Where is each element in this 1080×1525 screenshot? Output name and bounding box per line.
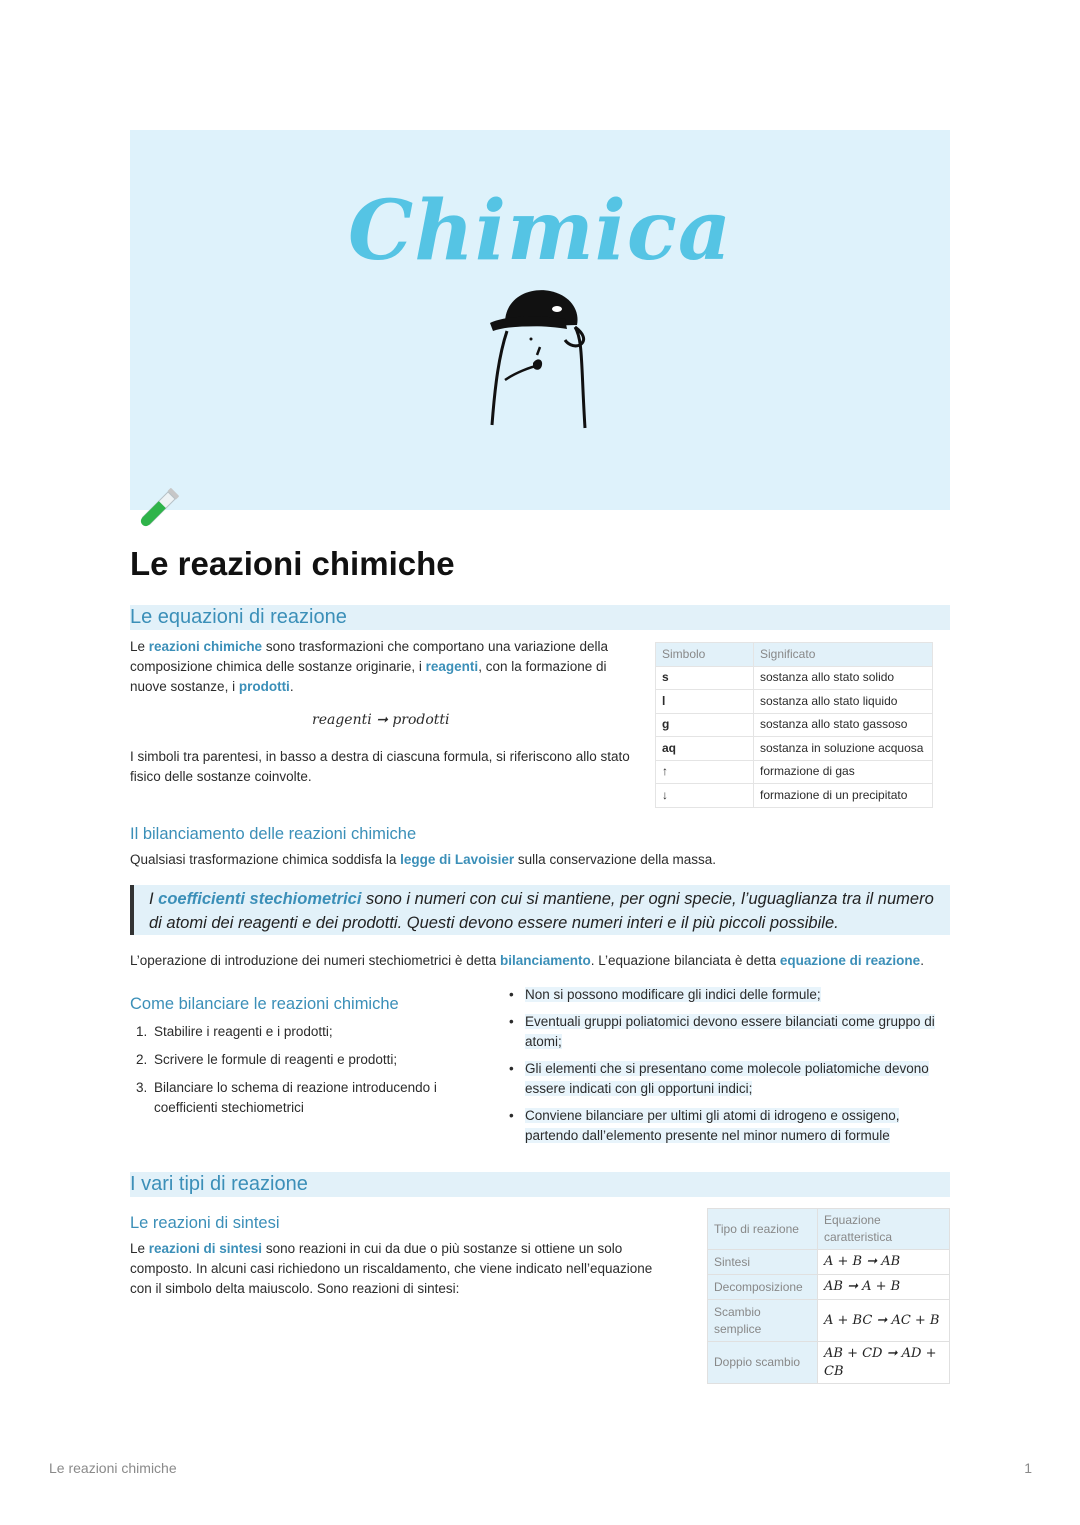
meaning-cell: sostanza allo stato solido — [754, 666, 933, 690]
list-item: 2. Scrivere le formule di reagenti e prodotti; — [136, 1050, 456, 1070]
text-segment: . — [920, 953, 924, 968]
equation-cell: AB + CD ➞ AD + CB — [818, 1342, 950, 1384]
list-item: • Conviene bilanciare per ultimi gli atomi di idrogeno e ossigeno, partendo dall’elemento presente nel minor numero di formule — [508, 1106, 953, 1146]
list-item: 1. Stabilire i reagenti e i prodotti; — [136, 1022, 456, 1042]
page-title: Le reazioni chimiche — [130, 545, 455, 582]
table-header: Equazione caratteristica — [818, 1209, 950, 1250]
highlighted-term: prodotti — [238, 679, 290, 694]
test-tube-icon — [132, 486, 180, 536]
meaning-cell: sostanza in soluzione acquosa — [754, 737, 933, 761]
intro-paragraph — [130, 637, 630, 697]
highlighted-term: equazione di reazione — [779, 953, 921, 968]
text-segment: . L’equazione bilanciata è detta — [590, 953, 780, 968]
section-heading-tipi: I vari tipi di reazione — [130, 1172, 950, 1197]
equation-cell: A + BC ➞ AC + B — [818, 1300, 950, 1342]
synthesis-paragraph — [130, 1239, 675, 1299]
highlighted-term: coefficienti stechiometrici — [158, 890, 362, 908]
list-item: • Eventuali gruppi poliatomici devono essere bilanciati come gruppo di atomi; — [508, 1012, 953, 1052]
symbol-cell: ↓ — [656, 784, 754, 808]
symbol-cell: s — [656, 666, 754, 690]
text-segment: Le — [130, 1241, 149, 1256]
symbol-cell: g — [656, 713, 754, 737]
type-cell: Doppio scambio — [708, 1342, 818, 1384]
highlighted-term: legge di Lavoisier — [400, 852, 515, 867]
list-item: • Non si possono modificare gli indici delle formule; — [508, 985, 953, 1005]
table-header: Tipo di reazione — [708, 1209, 818, 1250]
table-row — [656, 784, 933, 808]
highlighted-term: bilanciamento — [499, 953, 591, 968]
footer-title: Le reazioni chimiche — [49, 1460, 177, 1476]
reaction-types-table — [707, 1208, 950, 1384]
equation-cell: A + B ➞ AB — [818, 1250, 950, 1275]
step-number: 3. — [136, 1080, 148, 1095]
highlighted-term: reazioni di sintesi — [148, 1241, 263, 1256]
table-row — [656, 666, 933, 690]
symbol-cell: aq — [656, 737, 754, 761]
list-item: • Gli elementi che si presentano come molecole poliatomiche devono essere indicati con gli opportuni indici; — [508, 1059, 953, 1099]
text-segment: . — [289, 679, 294, 694]
table-row — [708, 1342, 950, 1384]
text-segment: sono reazioni in cui da due o più sostanze si ottiene un solo composto. In alcuni casi richiedono un riscaldamento, che viene indicato nell’equazione con il simbolo delta maiuscolo. Sono reazioni di sintesi: — [130, 1241, 653, 1296]
table-row — [708, 1300, 950, 1342]
step-number: 1. — [136, 1024, 148, 1039]
text-segment: sono trasformazioni che comportano una variazione della composizione chimica delle sostanze originarie, i — [130, 639, 609, 674]
section-heading-equazioni: Le equazioni di reazione — [130, 605, 950, 630]
steps-list — [136, 1022, 456, 1126]
equation-cell: AB ➞ A + B — [818, 1275, 950, 1300]
cover-title: Chimica — [347, 183, 732, 279]
mascot-illustration — [485, 285, 595, 430]
lavoisier-paragraph — [130, 850, 930, 870]
text-segment: Le — [130, 639, 149, 654]
text-segment: L’operazione di introduzione dei numeri stechiometrici è detta — [130, 953, 500, 968]
type-cell: Sintesi — [708, 1250, 818, 1275]
table-row — [656, 713, 933, 737]
text-segment: sulla conservazione della massa. — [514, 852, 717, 867]
text-segment: sono i numeri con cui si mantiene, per ogni specie, l’uguaglianza tra il numero di atomi dei reagenti e dei prodotti. Questi devono essere numeri interi e il più piccoli possibile. — [149, 890, 934, 932]
rules-list — [508, 985, 953, 1153]
reaction-equation: reagenti ➞ prodotti — [312, 712, 450, 728]
meaning-cell: formazione di un precipitato — [754, 784, 933, 808]
symbol-cell: l — [656, 690, 754, 714]
table-row — [656, 737, 933, 761]
table-header: Significato — [754, 643, 933, 667]
page-number: 1 — [1024, 1460, 1032, 1476]
step-number: 2. — [136, 1052, 148, 1067]
text-segment: Qualsiasi trasformazione chimica soddisfa la — [130, 852, 401, 867]
type-cell: Decomposizione — [708, 1275, 818, 1300]
cover-banner — [130, 130, 950, 510]
symbol-cell: ↑ — [656, 760, 754, 784]
howto-heading: Come bilanciare le reazioni chimiche — [130, 995, 399, 1013]
table-row — [656, 760, 933, 784]
synthesis-heading: Le reazioni di sintesi — [130, 1214, 280, 1232]
meaning-cell: sostanza allo stato liquido — [754, 690, 933, 714]
balancing-heading: Il bilanciamento delle reazioni chimiche — [130, 825, 417, 843]
balancing-definition — [130, 951, 950, 971]
list-item: 3. Bilanciare lo schema di reazione introducendo i coefficienti stechiometrici — [136, 1080, 437, 1115]
meaning-cell: formazione di gas — [754, 760, 933, 784]
table-row — [708, 1275, 950, 1300]
meaning-cell: sostanza allo stato gassoso — [754, 713, 933, 737]
highlighted-term: reagenti — [425, 659, 479, 674]
type-cell: Scambio semplice — [708, 1300, 818, 1342]
stoichiometric-quote — [130, 885, 950, 935]
state-note: I simboli tra parentesi, in basso a destra di ciascuna formula, si riferiscono allo stato fisico delle sostanze coinvolte. — [130, 749, 630, 784]
table-header: Simbolo — [656, 643, 754, 667]
table-row — [656, 690, 933, 714]
text-segment: I — [149, 890, 159, 908]
symbols-table — [655, 642, 933, 808]
text-segment: , con la formazione di nuove sostanze, i — [130, 659, 607, 694]
table-row — [708, 1250, 950, 1275]
highlighted-term: reazioni chimiche — [148, 639, 263, 654]
